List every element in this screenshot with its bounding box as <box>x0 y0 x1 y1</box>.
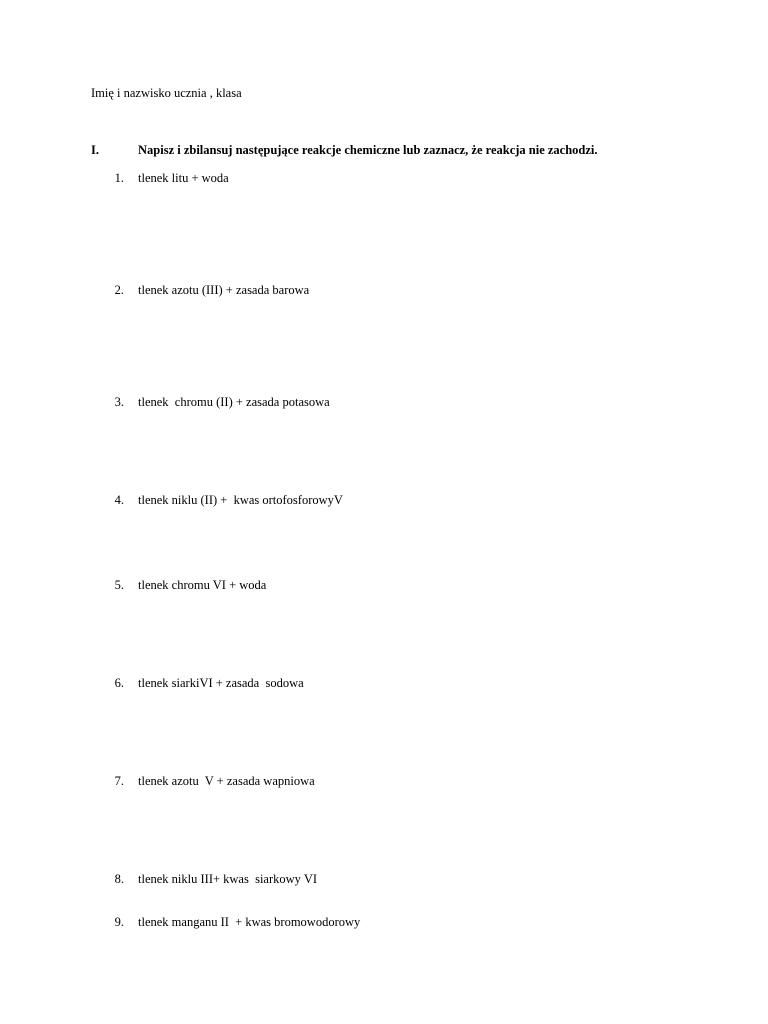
item-text: tlenek litu + woda <box>138 171 229 185</box>
list-item <box>91 171 731 189</box>
list-item <box>91 774 731 792</box>
item-text: tlenek chromu VI + woda <box>138 578 267 592</box>
item-text: tlenek siarkiVI + zasada sodowa <box>138 676 304 690</box>
item-number: 9. <box>114 915 124 929</box>
section-instruction: Napisz i zbilansuj następujące reakcje chemiczne lub zaznacz, że reakcja nie zachodzi. <box>138 143 598 157</box>
item-text: tlenek manganu II + kwas bromowodorowy <box>138 915 361 929</box>
list-item <box>91 493 731 511</box>
item-number: 1. <box>114 171 124 185</box>
item-text: tlenek chromu (II) + zasada potasowa <box>138 395 330 409</box>
item-number: 4. <box>114 493 124 507</box>
list-item <box>91 283 731 301</box>
item-number: 6. <box>114 676 124 690</box>
item-text: tlenek azotu (III) + zasada barowa <box>138 283 310 297</box>
list-item <box>91 395 731 413</box>
item-text: tlenek niklu (II) + kwas ortofosforowyV <box>138 493 343 507</box>
list-item <box>91 676 731 694</box>
item-number: 8. <box>114 872 124 886</box>
list-item <box>91 915 731 933</box>
item-text: tlenek niklu III+ kwas siarkowy VI <box>138 872 318 886</box>
student-name-class-line: Imię i nazwisko ucznia , klasa <box>91 86 242 100</box>
item-text: tlenek azotu V + zasada wapniowa <box>138 774 315 788</box>
section-number: I. <box>91 143 99 157</box>
item-number: 5. <box>114 578 124 592</box>
item-number: 3. <box>114 395 124 409</box>
item-number: 2. <box>114 283 124 297</box>
item-number: 7. <box>114 774 124 788</box>
list-item <box>91 578 731 596</box>
list-item <box>91 872 731 890</box>
